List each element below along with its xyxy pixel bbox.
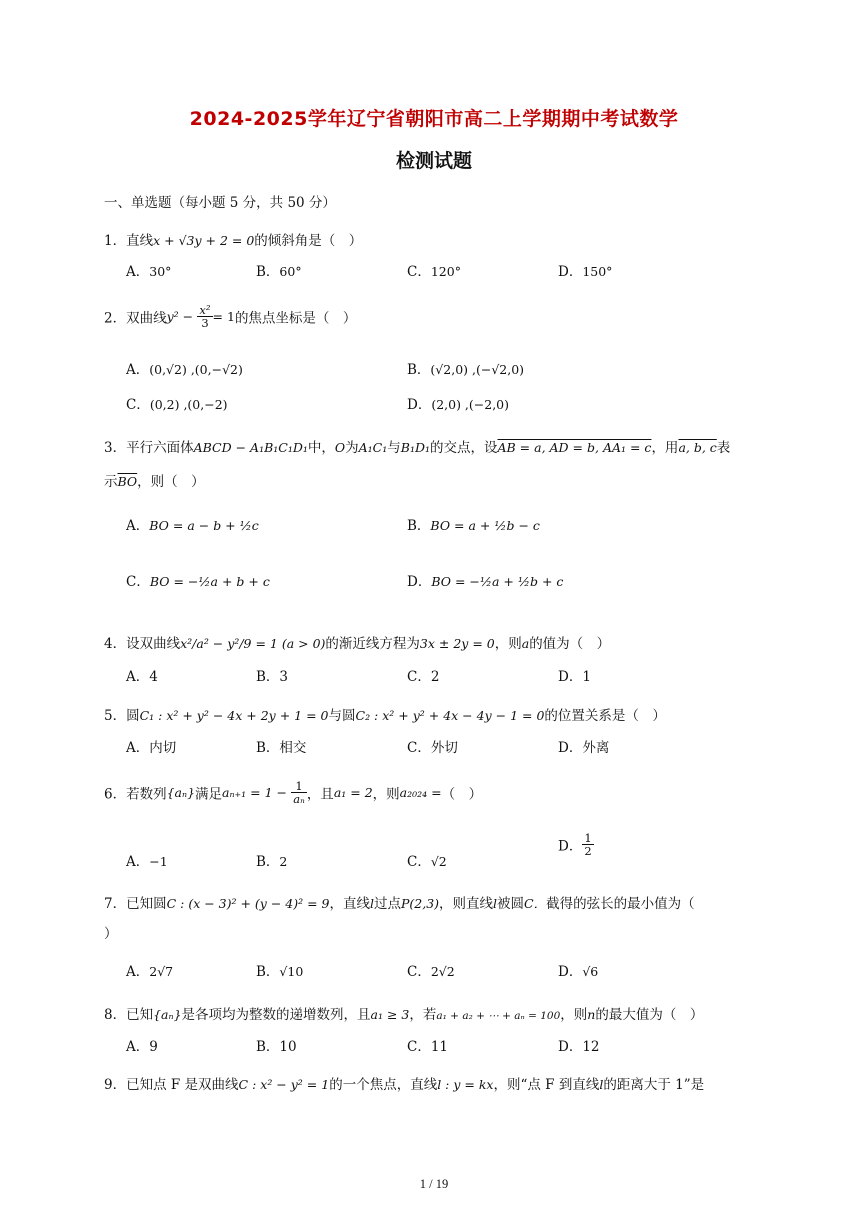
q2-option-b: B．(√2,0) ,(−√2,0) <box>407 362 525 378</box>
q4-option-d: D．1 <box>558 669 591 685</box>
question-8: 8．已知{aₙ}是各项均为整数的递增数列，且a₁ ≥ 3，若a₁ + a₂ + ⋯ + aₙ = 100，则n的最大值为（ ） <box>104 1007 704 1023</box>
q3-option-d: D．BO = −½a + ½b + c <box>407 574 564 590</box>
q6-option-a: A．−1 <box>126 854 168 870</box>
q5-option-a: A．内切 <box>126 740 177 756</box>
q1-option-d: D．150° <box>558 264 613 280</box>
q5-option-c: C．外切 <box>407 740 458 756</box>
question-3-line-2: 示$\overline{BO}$，则（ ） <box>104 474 205 490</box>
question-2-stem: 的焦点坐标是（ ） <box>234 310 357 327</box>
q8-option-a: A．9 <box>126 1039 158 1055</box>
title-line-2: 检测试题 <box>395 150 472 172</box>
q7-option-c: C．2√2 <box>407 964 455 980</box>
question-7: 7．已知圆C : (x − 3)² + (y − 4)² = 9，直线l过点P(2,3)，则直线l被圆C．截得的弦长的最小值为（ <box>104 896 695 912</box>
question-4: 4．设双曲线x²/a² − y²/9 = 1 (a > 0)的渐近线方程为3x ± 2y = 0，则a的值为（ ） <box>104 636 611 652</box>
q3-option-b: B．BO = a + ½b − c <box>407 518 540 534</box>
q6-option-c: C．√2 <box>407 854 447 870</box>
q2-option-a: A．(0,√2) ,(0,−√2) <box>126 362 243 378</box>
q4-option-a: A．4 <box>126 669 158 685</box>
q8-option-b: B．10 <box>256 1039 297 1055</box>
q2-option-d: D．(2,0) ,(−2,0) <box>407 397 510 413</box>
section-heading: 一、单选题（每小题 5 分，共 50 分） <box>104 195 336 211</box>
q6-option-b: B．2 <box>256 854 288 870</box>
q1-option-a: A．30° <box>126 264 172 280</box>
question-1-number: 1．直线 <box>104 233 154 249</box>
question-2-number: 2．双曲线 <box>104 310 167 327</box>
q7-option-b: B．√10 <box>256 964 304 980</box>
question-2-fraction: $\frac{\text{x²}}{3}$ <box>199 303 211 331</box>
q1-option-b: B．60° <box>256 264 302 280</box>
question-2: 2．双曲线y² − $\frac{\text{x²}}{3}$ = 1的焦点坐标是（ ） <box>104 303 357 331</box>
q8-option-d: D．12 <box>558 1039 600 1055</box>
q3-option-c: C．BO = −½a + b + c <box>126 574 270 590</box>
q3-option-a: A．BO = a − b + ½c <box>126 518 259 534</box>
question-1-equation: x + √3y + 2 = 0 <box>153 233 255 248</box>
question-3: 3．平行六面体ABCD − A₁B₁C₁D₁中，O为A₁C₁与B₁D₁的交点，设AB = a, AD = b, AA₁ = c，用a, b, c表 <box>104 440 731 456</box>
q4-option-c: C．2 <box>407 669 440 685</box>
q1-option-c: C．120° <box>407 264 461 280</box>
q5-option-d: D．外离 <box>558 740 610 756</box>
page-number: 1 / 19 <box>419 1177 449 1191</box>
question-6-fraction: $\frac{1}{\text{aₙ}}$ <box>293 779 305 807</box>
q4-option-b: B．3 <box>256 669 289 685</box>
q7-option-d: D．√6 <box>558 964 599 980</box>
q6-option-d: D． $\frac{1}{2}$ <box>558 831 592 859</box>
q7-option-a: A．2√7 <box>126 964 174 980</box>
question-9: 9．已知点 F 是双曲线C : x² − y² = 1的一个焦点，直线l : y = kx，则“点 F 到直线l的距离大于 1”是 <box>104 1077 705 1093</box>
q8-option-c: C．11 <box>407 1039 449 1055</box>
question-1 <box>104 229 362 249</box>
q2-option-c: C．(0,2) ,(0,−2) <box>126 397 228 413</box>
question-5: 5．圆C₁ : x² + y² − 4x + 2y + 1 = 0与圆C₂ : x² + y² + 4x − 4y − 1 = 0的位置关系是（ ） <box>104 708 666 724</box>
q5-option-b: B．相交 <box>256 740 307 756</box>
question-7-line-2: ） <box>104 926 118 942</box>
title-line-1: 2024-2025学年辽宁省朝阳市高二上学期期中考试数学 <box>189 108 679 130</box>
question-1-stem: 的倾斜角是（ ） <box>254 233 363 249</box>
question-6: 6．若数列{aₙ}满足aₙ₊₁ = 1 − $\frac{1}{\text{aₙ}}$ ，且a₁ = 2，则a₂₀₂₄ =（ ） <box>104 779 483 807</box>
